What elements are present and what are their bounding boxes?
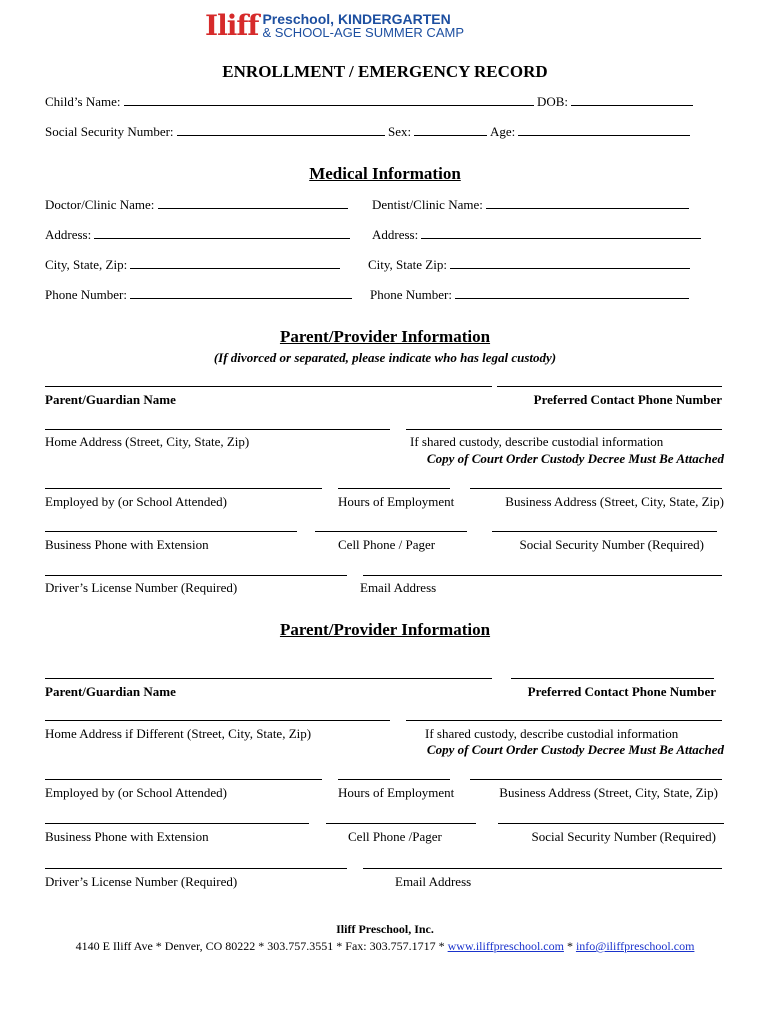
ssn-field[interactable]: [177, 124, 385, 136]
preferred-phone-label-1: Preferred Contact Phone Number: [533, 392, 722, 407]
hours-label-2: Hours of Employment: [338, 785, 455, 800]
cell-line-2[interactable]: [326, 823, 476, 824]
logo-mark: Iliff: [205, 9, 259, 42]
dentist-field[interactable]: [486, 197, 689, 209]
business-address-line-1[interactable]: [470, 488, 722, 489]
childs-name-field[interactable]: [124, 94, 534, 106]
guardian-name-line-1[interactable]: [45, 386, 492, 387]
cell-label-1: Cell Phone / Pager: [338, 537, 436, 552]
guardian-name-line-2[interactable]: [45, 678, 492, 679]
dentist-city-row: [368, 257, 690, 273]
dentist-label: Dentist/Clinic Name:: [372, 197, 483, 212]
ssn-row: [45, 124, 690, 140]
childs-name-label: Child’s Name:: [45, 94, 121, 109]
website-link[interactable]: www.iliffpreschool.com: [447, 939, 564, 953]
sex-field[interactable]: [414, 124, 487, 136]
doctor-address-label: Address:: [45, 227, 92, 242]
doctor-row: [45, 197, 348, 213]
guardian-name-label-1: Parent/Guardian Name: [45, 392, 176, 407]
email-line-1[interactable]: [363, 575, 722, 576]
license-line-1[interactable]: [45, 575, 347, 576]
doctor-city-row: [45, 257, 340, 273]
doctor-city-field[interactable]: [130, 257, 340, 269]
business-address-label-2: Business Address (Street, City, State, Zip): [499, 785, 718, 800]
dentist-city-field[interactable]: [450, 257, 690, 269]
guardian-name-label-2: Parent/Guardian Name: [45, 684, 176, 699]
logo-line-2: & SCHOOL-AGE SUMMER CAMP: [262, 25, 464, 40]
custody-line-1[interactable]: [406, 429, 722, 430]
dentist-address-row: [372, 227, 701, 243]
hours-line-1[interactable]: [338, 488, 450, 489]
doctor-phone-row: [45, 287, 352, 303]
email-line-2[interactable]: [363, 868, 722, 869]
doctor-address-row: [45, 227, 350, 243]
preferred-phone-line-1[interactable]: [497, 386, 722, 387]
parent1-heading: Parent/Provider Information: [279, 327, 491, 346]
email-link[interactable]: info@iliffpreschool.com: [575, 939, 695, 953]
dentist-address-field[interactable]: [421, 227, 701, 239]
doctor-phone-field[interactable]: [130, 287, 352, 299]
logo-line-1: Preschool, KINDERGARTEN: [262, 11, 451, 27]
doctor-field[interactable]: [158, 197, 348, 209]
email-label-2: Email Address: [395, 874, 472, 889]
cell-line-1[interactable]: [315, 531, 467, 532]
dentist-phone-label: Phone Number:: [370, 287, 452, 302]
business-phone-line-2[interactable]: [45, 823, 309, 824]
custody-copy-2: Copy of Court Order Custody Decree Must Be Attached: [426, 742, 724, 757]
dentist-phone-row: [370, 287, 689, 303]
dentist-phone-field[interactable]: [455, 287, 689, 299]
dob-field[interactable]: [571, 94, 693, 106]
business-address-label-1: Business Address (Street, City, State, Zip): [505, 494, 724, 509]
business-phone-line-1[interactable]: [45, 531, 297, 532]
hours-line-2[interactable]: [338, 779, 450, 780]
age-field[interactable]: [518, 124, 690, 136]
employed-label-1: Employed by (or School Attended): [45, 494, 227, 509]
childs-name-row: [45, 94, 693, 110]
hours-label-1: Hours of Employment: [338, 494, 455, 509]
employed-line-1[interactable]: [45, 488, 322, 489]
ssn-line-1[interactable]: [492, 531, 717, 532]
footer-address: 4140 E Iliff Ave * Denver, CO 80222 * 303.757.3551 * Fax: 303.757.1717 *: [75, 939, 448, 953]
footer-separator: *: [563, 939, 576, 953]
dentist-address-label: Address:: [372, 227, 419, 242]
custody-line-2[interactable]: [406, 720, 722, 721]
sex-label: Sex:: [388, 124, 412, 139]
parent2-heading: Parent/Provider Information: [279, 620, 491, 639]
ssn-line-2[interactable]: [498, 823, 724, 824]
logo: [205, 10, 464, 42]
home-address-line-1[interactable]: [45, 429, 390, 430]
home-address-label-2: Home Address if Different (Street, City, State, Zip): [45, 726, 312, 741]
logo-text: [262, 12, 464, 40]
home-address-label-1: Home Address (Street, City, State, Zip): [45, 434, 250, 449]
medical-heading: Medical Information: [309, 164, 461, 183]
footer-contact: [0, 939, 770, 954]
doctor-phone-label: Phone Number:: [45, 287, 127, 302]
business-phone-label-1: Business Phone with Extension: [45, 537, 209, 552]
age-label: Age:: [489, 124, 516, 139]
dentist-city-label: City, State Zip:: [368, 257, 447, 272]
preferred-phone-label-2: Preferred Contact Phone Number: [527, 684, 716, 699]
business-phone-label-2: Business Phone with Extension: [45, 829, 209, 844]
home-address-line-2[interactable]: [45, 720, 390, 721]
custody-describe-2: If shared custody, describe custodial information: [425, 726, 679, 741]
custody-describe-1: If shared custody, describe custodial information: [410, 434, 664, 449]
dentist-row: [372, 197, 689, 213]
page-title: ENROLLMENT / EMERGENCY RECORD: [222, 62, 548, 81]
license-line-2[interactable]: [45, 868, 347, 869]
employed-label-2: Employed by (or School Attended): [45, 785, 227, 800]
doctor-address-field[interactable]: [94, 227, 350, 239]
ssn-label: Social Security Number:: [45, 124, 174, 139]
dob-label: DOB:: [536, 94, 569, 109]
business-address-line-2[interactable]: [470, 779, 722, 780]
custody-copy-1: Copy of Court Order Custody Decree Must Be Attached: [426, 451, 724, 466]
ssn-label-1: Social Security Number (Required): [519, 537, 704, 552]
doctor-label: Doctor/Clinic Name:: [45, 197, 155, 212]
footer-company: Iliff Preschool, Inc.: [336, 922, 434, 936]
license-label-1: Driver’s License Number (Required): [45, 580, 238, 595]
email-label-1: Email Address: [360, 580, 437, 595]
ssn-label-2: Social Security Number (Required): [531, 829, 716, 844]
parent1-subheading: (If divorced or separated, please indicate who has legal custody): [213, 350, 557, 365]
doctor-city-label: City, State, Zip:: [45, 257, 128, 272]
preferred-phone-line-2[interactable]: [511, 678, 714, 679]
license-label-2: Driver’s License Number (Required): [45, 874, 238, 889]
cell-label-2: Cell Phone /Pager: [348, 829, 442, 844]
employed-line-2[interactable]: [45, 779, 322, 780]
